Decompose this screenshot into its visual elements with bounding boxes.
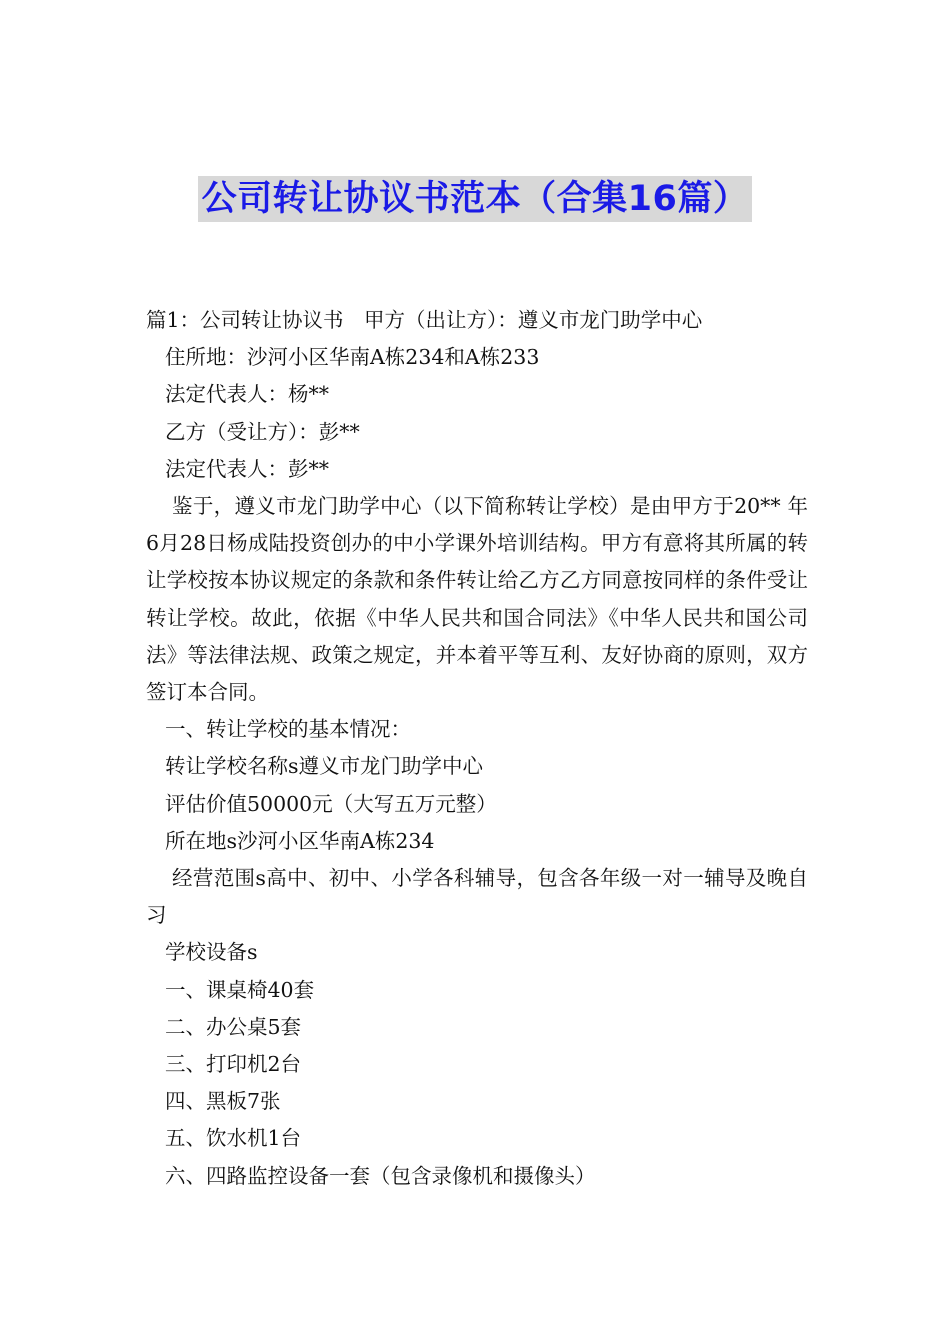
paragraph-valuation: 评估价值50000元（大写五万元整） bbox=[165, 791, 497, 816]
list-item: 一、课桌椅40套 bbox=[165, 977, 315, 1002]
paragraph-equipment-heading: 学校设备s bbox=[165, 940, 258, 965]
paragraph-whereas: 鉴于，遵义市龙门助学中心（以下简称转让学校）是由甲方于20** 年6月28日杨成陆投资创办的中小学课外培训结构。甲方有意将其所属的转让学校按本协议规定的条款和条件转让给乙方乙方同意按同样的条件受让转让学校。故此，依据《中华人民共和国合同法》《中华人民共和国公司法》等法律法规、政策之规定，并本着平等互利、友好协商的原则，双方签订本合同。 bbox=[146, 494, 808, 705]
paragraph-business-scope: 经营范围s高中、初中、小学各科辅导，包含各年级一对一辅导及晚自习 bbox=[146, 866, 808, 928]
paragraph-party-b: 乙方（受让方）：彭** bbox=[165, 419, 360, 444]
paragraph-school-name: 转让学校名称s遵义市龙门助学中心 bbox=[165, 754, 484, 779]
paragraph-section-one: 一、转让学校的基本情况： bbox=[165, 717, 411, 742]
paragraph-address: 住所地：沙河小区华南A栋234和A栋233 bbox=[165, 345, 540, 370]
title-container bbox=[0, 176, 950, 222]
document-body bbox=[146, 302, 808, 1195]
list-item: 六、四路监控设备一套（包含录像机和摄像头） bbox=[165, 1163, 596, 1188]
document-title: 公司转让协议书范本（合集16篇） bbox=[198, 176, 753, 222]
list-item: 五、饮水机1台 bbox=[165, 1126, 302, 1151]
paragraph-party-a-rep: 法定代表人：杨** bbox=[165, 382, 329, 407]
list-item: 三、打印机2台 bbox=[165, 1052, 302, 1077]
paragraph-intro: 篇1：公司转让协议书 甲方（出让方）：遵义市龙门助学中心 bbox=[146, 308, 703, 332]
paragraph-location: 所在地s沙河小区华南A栋234 bbox=[165, 828, 435, 853]
list-item: 二、办公桌5套 bbox=[165, 1014, 302, 1039]
list-item: 四、黑板7张 bbox=[165, 1089, 281, 1114]
paragraph-party-b-rep: 法定代表人：彭** bbox=[165, 456, 329, 481]
